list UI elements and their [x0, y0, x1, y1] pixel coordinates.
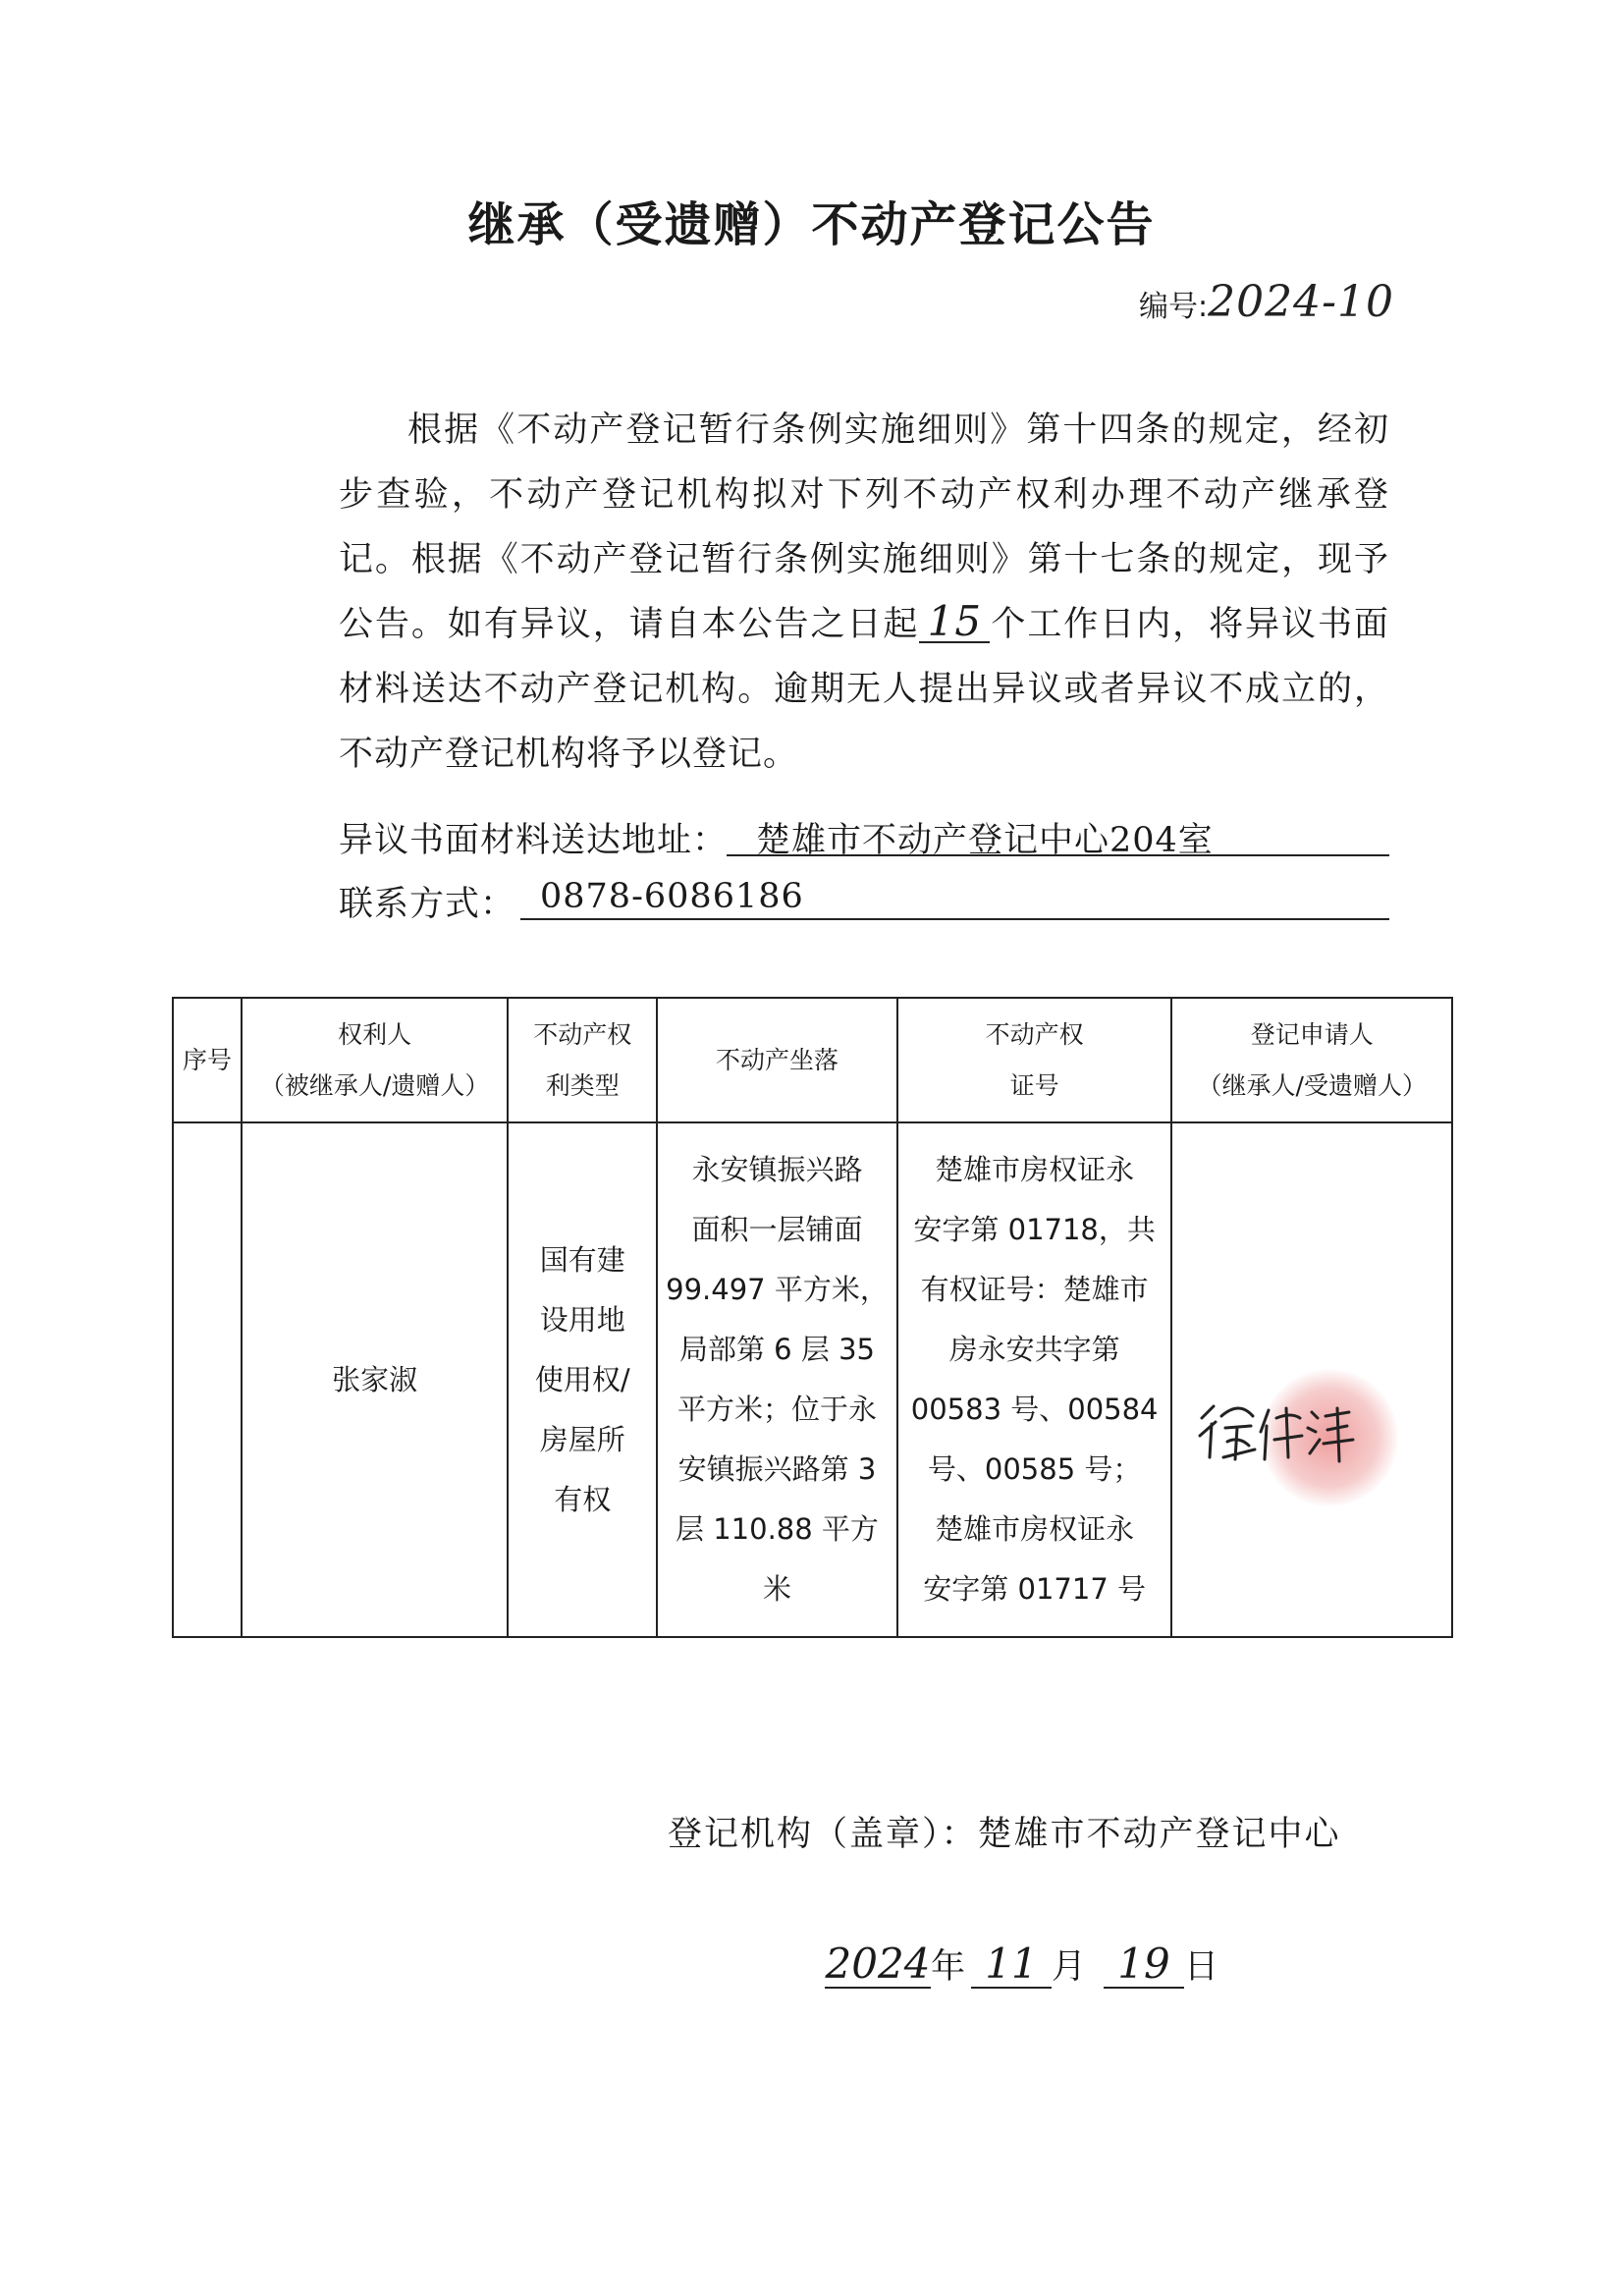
document-title: 继承（受遗赠）不动产登记公告	[467, 197, 1156, 252]
cell-right-type: 国有建 设用地 使用权/ 房屋所 有权	[508, 1122, 657, 1637]
cell-location: 永安镇振兴路 面积一层铺面 99.497 平方米， 局部第 6 层 35 平方米；位于永 安镇振兴路第 3 层 110.88 平方 米	[657, 1122, 897, 1637]
date-day: 19	[1104, 1941, 1184, 1989]
notice-date	[825, 1940, 1218, 1998]
notice-text-part1: 根据《不动产登记暂行条例实施细则》第十四条的规定，经初步查验，不动产登记机构拟对下列不动产权利办理不动产继承登记。根据《不动产登记暂行条例实施细则》第十七条的规定，现予公告。如有异议，请自本公告之日起	[339, 410, 1389, 644]
applicant-signature	[1192, 1389, 1359, 1467]
address-line	[339, 813, 1214, 862]
table-header-row	[173, 998, 1452, 1122]
cell-seq	[173, 1122, 242, 1637]
applicant-signature-area	[1172, 1123, 1451, 1636]
document-number	[1139, 277, 1394, 327]
contact-line	[339, 877, 804, 926]
contact-label: 联系方式：	[339, 885, 516, 924]
date-year-char: 年	[931, 1947, 966, 1987]
date-year: 2024	[825, 1940, 931, 1988]
date-month: 11	[971, 1941, 1052, 1989]
header-holder: 权利人 （被继承人/遗赠人）	[242, 998, 509, 1122]
registration-authority: 登记机构（盖章）：楚雄市不动产登记中心	[668, 1815, 1341, 1854]
document-number-value: 2024-10	[1208, 277, 1394, 327]
header-right-type: 不动产权 利类型	[508, 998, 657, 1122]
cell-applicant	[1171, 1122, 1452, 1637]
cell-cert: 楚雄市房权证永 安字第 01718，共 有权证号：楚雄市 房永安共字第 00583 号、00584 号、00585 号； 楚雄市房权证永 安字第 01717 号	[897, 1122, 1172, 1637]
date-day-char: 日	[1184, 1947, 1219, 1987]
registration-table	[172, 997, 1453, 1638]
date-month-char: 月	[1052, 1947, 1087, 1987]
objection-days: 15	[919, 602, 990, 643]
notice-text-part2: 个工作日内，将异议书面材料送达不动产登记机构。逾期无人提出异议或者异议不成立的，不动产登记机构将予以登记。	[339, 605, 1389, 774]
header-seq: 序号	[173, 998, 242, 1122]
contact-value: 0878-6086186	[520, 877, 1389, 920]
header-location: 不动产坐落	[657, 998, 897, 1122]
document-number-label: 编号:	[1139, 290, 1209, 324]
table-row	[173, 1122, 1452, 1637]
cell-holder: 张家淑	[242, 1122, 509, 1637]
address-label: 异议书面材料送达地址：	[339, 821, 729, 860]
header-cert: 不动产权 证号	[897, 998, 1172, 1122]
header-applicant: 登记申请人 （继承人/受遗赠人）	[1171, 998, 1452, 1122]
notice-paragraph	[339, 398, 1389, 787]
address-value: 楚雄市不动产登记中心204室	[727, 813, 1389, 856]
